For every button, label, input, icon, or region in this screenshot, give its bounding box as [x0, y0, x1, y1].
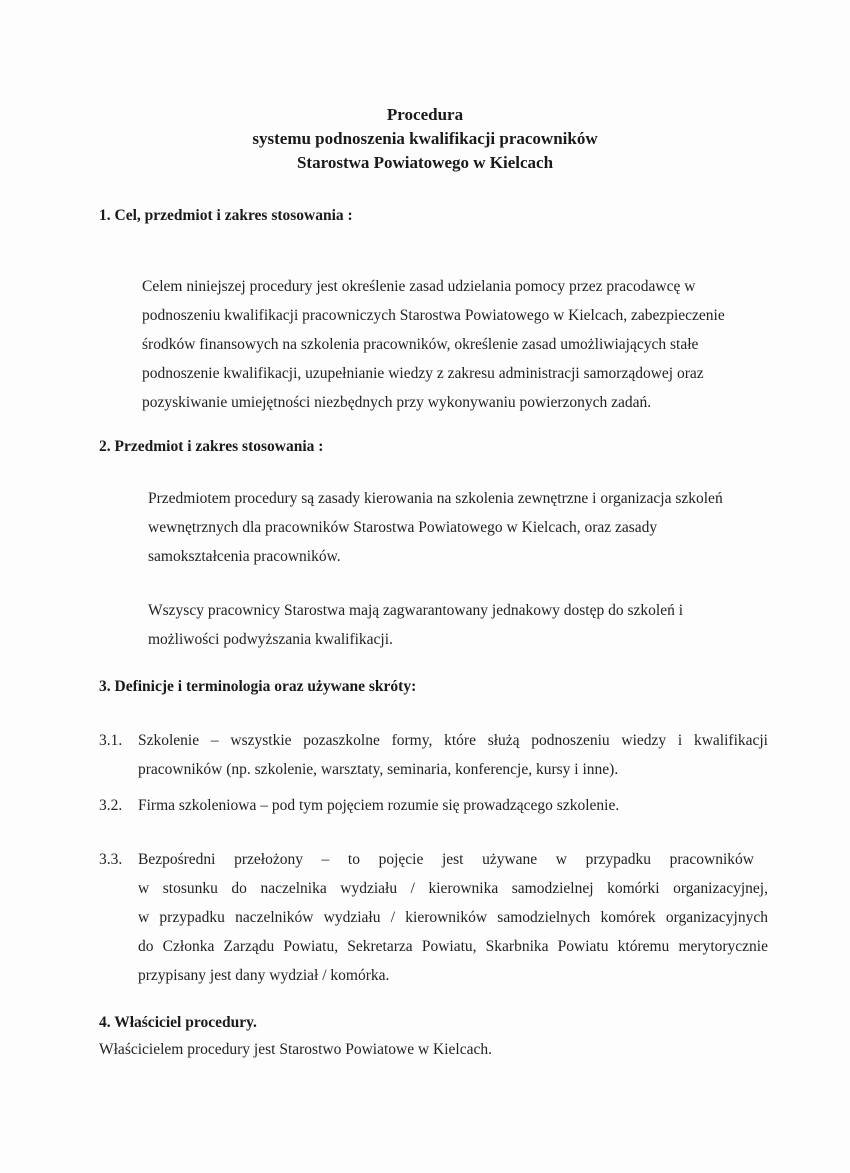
item-3-1-line: Szkolenie – wszystkie pozaszkolne formy, które służą podnoszeniu wiedzy i kwalifikacji: [138, 732, 768, 749]
section-4-heading: 4. Właściciel procedury.: [99, 1014, 257, 1031]
document-title: [0, 103, 850, 175]
section-4-line: Właścicielem procedury jest Starostwo Powiatowe w Kielcach.: [99, 1041, 492, 1058]
section-2-line: wewnętrznych dla pracowników Starostwa Powiatowego w Kielcach, oraz zasady: [148, 519, 658, 536]
item-3-1-line: pracowników (np. szkolenie, warsztaty, seminaria, konferencje, kursy i inne).: [138, 761, 619, 778]
item-3-1-number: 3.1.: [99, 732, 123, 749]
section-1-line: podnoszeniu kwalifikacji pracowniczych Starostwa Powiatowego w Kielcach, zabezpieczenie: [142, 307, 725, 324]
item-3-3-line: przypisany jest dany wydział / komórka.: [138, 967, 390, 984]
title-line-2: systemu podnoszenia kwalifikacji pracowników: [252, 129, 598, 148]
section-2-heading: 2. Przedmiot i zakres stosowania :: [99, 438, 324, 455]
section-1-heading: 1. Cel, przedmiot i zakres stosowania :: [99, 207, 353, 224]
item-3-2-number: 3.2.: [99, 797, 123, 814]
item-3-3-line: w przypadku naczelników wydziału / kierowników samodzielnych komórek organizacyjnych: [138, 909, 768, 926]
item-3-3-number: 3.3.: [99, 851, 123, 868]
section-4-paragraph: [99, 1035, 759, 1064]
item-3-2-text: [138, 791, 768, 820]
item-3-1-text: [138, 726, 768, 784]
item-3-3-line: Bezpośredni przełożony – to pojęcie jest używane w przypadku pracowników: [138, 851, 754, 868]
section-1-line: środków finansowych na szkolenia pracowników, określenie zasad umożliwiających stałe: [142, 336, 699, 353]
section-2-paragraph-2: [148, 596, 768, 654]
section-3-heading: 3. Definicje i terminologia oraz używane skróty:: [99, 678, 417, 695]
title-line-1: Procedura: [386, 105, 464, 124]
section-2-line: Przedmiotem procedury są zasady kierowania na szkolenia zewnętrzne i organizacja szkoleń: [148, 490, 723, 507]
section-1-paragraph: [142, 272, 770, 417]
item-3-3-text: [138, 845, 768, 990]
section-2-line: możliwości podwyższania kwalifikacji.: [148, 631, 393, 648]
item-3-3-line: w stosunku do naczelnika wydziału / kierownika samodzielnej komórki organizacyjnej,: [138, 880, 768, 897]
section-1-line: podnoszenie kwalifikacji, uzupełnianie wiedzy z zakresu administracji samorządowej oraz: [142, 365, 704, 382]
title-line-3: Starostwa Powiatowego w Kielcach: [296, 153, 554, 172]
item-3-2-line: Firma szkoleniowa – pod tym pojęciem rozumie się prowadzącego szkolenie.: [138, 797, 620, 814]
section-2-line: samokształcenia pracowników.: [148, 548, 341, 565]
section-1-line: Celem niniejszej procedury jest określenie zasad udzielania pomocy przez pracodawcę w: [142, 278, 696, 295]
section-2-paragraph-1: [148, 484, 768, 571]
section-2-line: Wszyscy pracownicy Starostwa mają zagwarantowany jednakowy dostęp do szkoleń i: [148, 602, 684, 619]
item-3-3-line: do Członka Zarządu Powiatu, Sekretarza Powiatu, Skarbnika Powiatu któremu merytorycznie: [138, 938, 768, 955]
section-1-line: pozyskiwanie umiejętności niezbędnych przy wykonywaniu powierzonych zadań.: [142, 394, 652, 411]
